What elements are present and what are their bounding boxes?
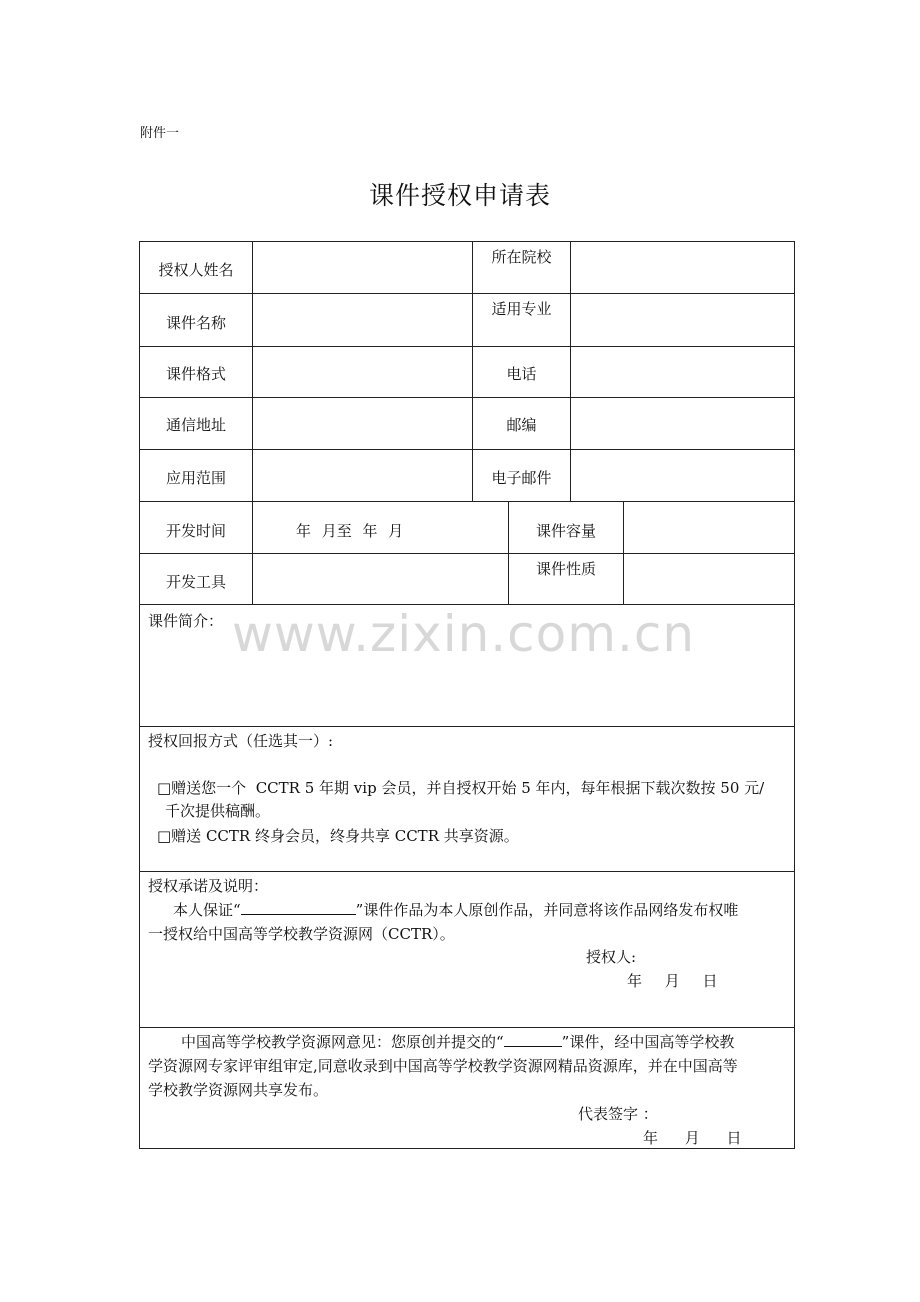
label-email: 电子邮件 bbox=[491, 469, 552, 487]
label-dev-time: 开发时间 bbox=[165, 522, 226, 540]
label-courseware-name: 课件名称 bbox=[165, 314, 226, 332]
attachment-label: 附件一 bbox=[140, 126, 180, 141]
opinion-text bbox=[181, 1031, 734, 1054]
reward-option-vip-cont: 千次提供稿酬。 bbox=[165, 802, 271, 820]
opinion-blank[interactable] bbox=[504, 1032, 562, 1047]
pledge-heading: 授权承诺及说明： bbox=[148, 877, 269, 895]
opinion-signer[interactable]: 代表签字 ： bbox=[578, 1105, 658, 1123]
input-email[interactable] bbox=[571, 450, 794, 501]
opinion-date[interactable]: 年 月 日 bbox=[643, 1129, 742, 1147]
label-applicant-name: 授权人姓名 bbox=[158, 261, 234, 279]
label-size: 课件容量 bbox=[535, 522, 596, 540]
label-format: 课件格式 bbox=[165, 365, 226, 383]
reward-option-vip[interactable]: □赠送您一个 CCTR 5 年期 vip 会员，并自授权开始 5 年内，每年根据下载次数按 50 元/ bbox=[157, 779, 765, 797]
label-dev-tool: 开发工具 bbox=[165, 573, 226, 591]
pledge-blank[interactable] bbox=[241, 900, 356, 915]
label-major: 适用专业 bbox=[491, 300, 552, 318]
label-nature: 课件性质 bbox=[535, 560, 596, 578]
input-postcode[interactable] bbox=[571, 398, 794, 449]
input-format[interactable] bbox=[253, 347, 472, 397]
label-address: 通信地址 bbox=[165, 416, 226, 434]
opinion-text-line3: 学校教学资源网共享发布。 bbox=[148, 1081, 329, 1099]
input-courseware-name[interactable] bbox=[253, 294, 472, 346]
input-scope[interactable] bbox=[253, 450, 472, 501]
input-size[interactable] bbox=[624, 502, 794, 553]
opinion-text-before: 中国高等学校教学资源网意见：您原创并提交的“ bbox=[181, 1033, 504, 1051]
input-dev-tool[interactable] bbox=[253, 554, 508, 604]
input-applicant-name[interactable] bbox=[253, 242, 472, 293]
dev-time-range[interactable]: 年 月至 年 月 bbox=[296, 522, 404, 540]
input-school[interactable] bbox=[571, 242, 794, 293]
pledge-date[interactable]: 年 月 日 bbox=[627, 972, 718, 990]
watermark: www.zixin.com.cn bbox=[232, 605, 696, 663]
page-title: 课件授权申请表 bbox=[368, 181, 551, 210]
opinion-text-after: ”课件，经中国高等学校教 bbox=[561, 1033, 735, 1051]
reward-heading: 授权回报方式（任选其一）: bbox=[148, 732, 334, 750]
input-major[interactable] bbox=[571, 294, 794, 346]
label-school: 所在院校 bbox=[491, 248, 552, 266]
input-address[interactable] bbox=[253, 398, 472, 449]
label-scope: 应用范围 bbox=[165, 469, 226, 487]
pledge-text-before: 本人保证“ bbox=[173, 901, 241, 919]
pledge-text bbox=[173, 899, 738, 922]
label-intro: 课件简介： bbox=[148, 612, 224, 630]
pledge-text-after: ”课件作品为本人原创作品，并同意将该作品网络发布权唯 bbox=[355, 901, 739, 919]
input-phone[interactable] bbox=[571, 347, 794, 397]
pledge-text-line2: 一授权给中国高等学校教学资源网（CCTR）。 bbox=[148, 925, 455, 943]
reward-option-lifetime[interactable]: □赠送 CCTR 终身会员，终身共享 CCTR 共享资源。 bbox=[157, 827, 519, 845]
label-postcode: 邮编 bbox=[506, 416, 537, 434]
pledge-signer[interactable]: 授权人: bbox=[586, 948, 637, 966]
opinion-text-line2: 学资源网专家评审组审定,同意收录到中国高等学校教学资源网精品资源库，并在中国高等 bbox=[148, 1057, 738, 1075]
input-intro[interactable] bbox=[140, 632, 794, 726]
label-phone: 电话 bbox=[506, 365, 537, 383]
input-nature[interactable] bbox=[624, 554, 794, 604]
